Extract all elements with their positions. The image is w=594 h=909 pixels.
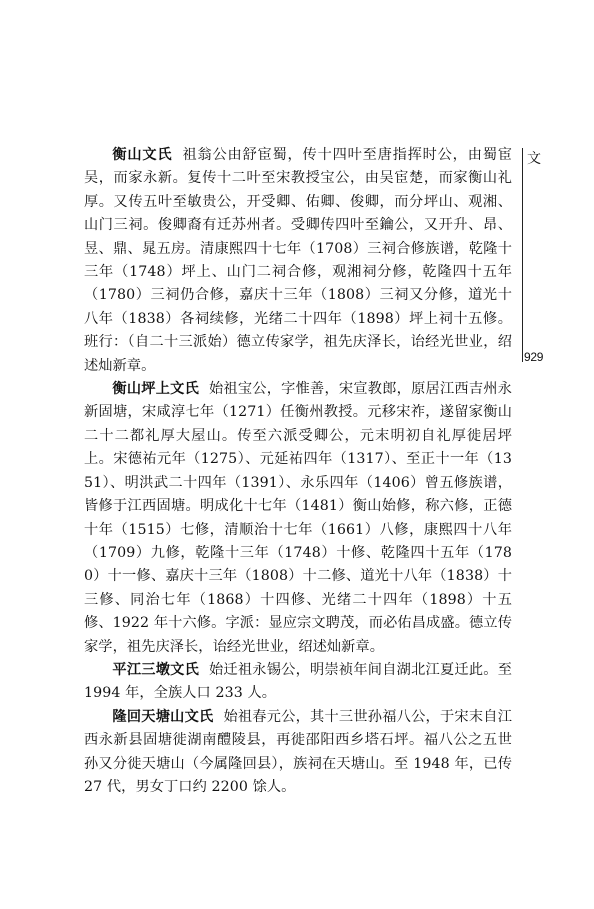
clan-entries — [84, 144, 512, 799]
entry-text: 祖翁公由舒宦蜀，传十四叶至唐指挥时公，由蜀宦吴，而家永新。复传十二叶至宋教授宝公，由吴宦楚，而家衡山礼厚。又传五叶至敏贵公，开受卿、佑卿、俊卿，而分坪山、观湘、山门三祠。俊卿裔有迁苏州者。受卿传四叶至鑰公，又开升、昂、昱、鼎、晁五房。清康熙四十七年（1708）三祠合修族谱，乾隆十三年（1748）坪上、山门二祠合修，观湘祠分修，乾隆四十五年（1780）三祠仍合修，嘉庆十三年（1808）三祠又分修，道光十八年（1838）各祠续修，光绪二十四年（1898）坪上祠十五修。班行：（自二十三派始）德立传家学，祖先庆泽长，诒经光世业，绍述灿新章。 — [84, 147, 513, 374]
clan-name: 隆回天塘山文氏 — [112, 708, 214, 725]
entry-text: 始祖宝公，字惟善，宋宣教郎，原居江西吉州永新固塘，宋咸淳七年（1271）任衡州教授。元移宋祚，遂留家衡山二十二都礼厚大屋山。传至六派受卿公，元末明初自礼厚徙居坪上。宋德祐元年（1275）、元延祐四年（1317）、至正十一年（1351）、明洪武二十四年（1391）、永乐四年（1406）曾五修族谱，皆修于江西固塘。明成化十七年（1481）衡山始修，称六修，正德十年（1515）七修，清顺治十七年（1661）八修，康熙四十八年（1709）九修，乾隆十三年（1748）十修、乾隆四十五年（1780）十一修、嘉庆十三年（1808）十二修、道光十八年（1838）十三修、同治七年（1868）十四修、光绪二十四年（1898）十五修、1922 年十六修。字派：显应宗文聘茂，而必佑昌成盛。德立传家学，祖先庆泽长，诒经光世业，绍述灿新章。 — [84, 381, 512, 655]
margin-rule — [522, 148, 523, 362]
entry-text: 始祖春元公，其十三世孙福八公，于宋末自江西永新县固塘徙湖南醴陵县，再徙邵阳西乡塔石坪。福八公之五世孙又分徙天塘山（今属隆回县），族祠在天塘山。至 1948 年，已传 27 代，男女丁口约 2200 馀人。 — [84, 708, 512, 795]
clan-name: 衡山文氏 — [112, 147, 173, 163]
entry-text: 始迁祖永锡公，明崇祯年间自湖北江夏迁此。至 1994 年，全族人口 233 人。 — [84, 661, 512, 702]
entry-hengshan-pingshang-wen — [84, 378, 512, 659]
page-number: 929 — [524, 350, 544, 364]
clan-name: 衡山坪上文氏 — [112, 381, 199, 398]
entry-longhui-tiantangshan-wen — [84, 706, 512, 800]
entry-hengshan-wen — [84, 144, 512, 378]
entry-pingjiang-sandun-wen — [84, 659, 512, 706]
clan-name: 平江三墩文氏 — [112, 661, 199, 678]
section-label: 文 — [527, 151, 541, 167]
